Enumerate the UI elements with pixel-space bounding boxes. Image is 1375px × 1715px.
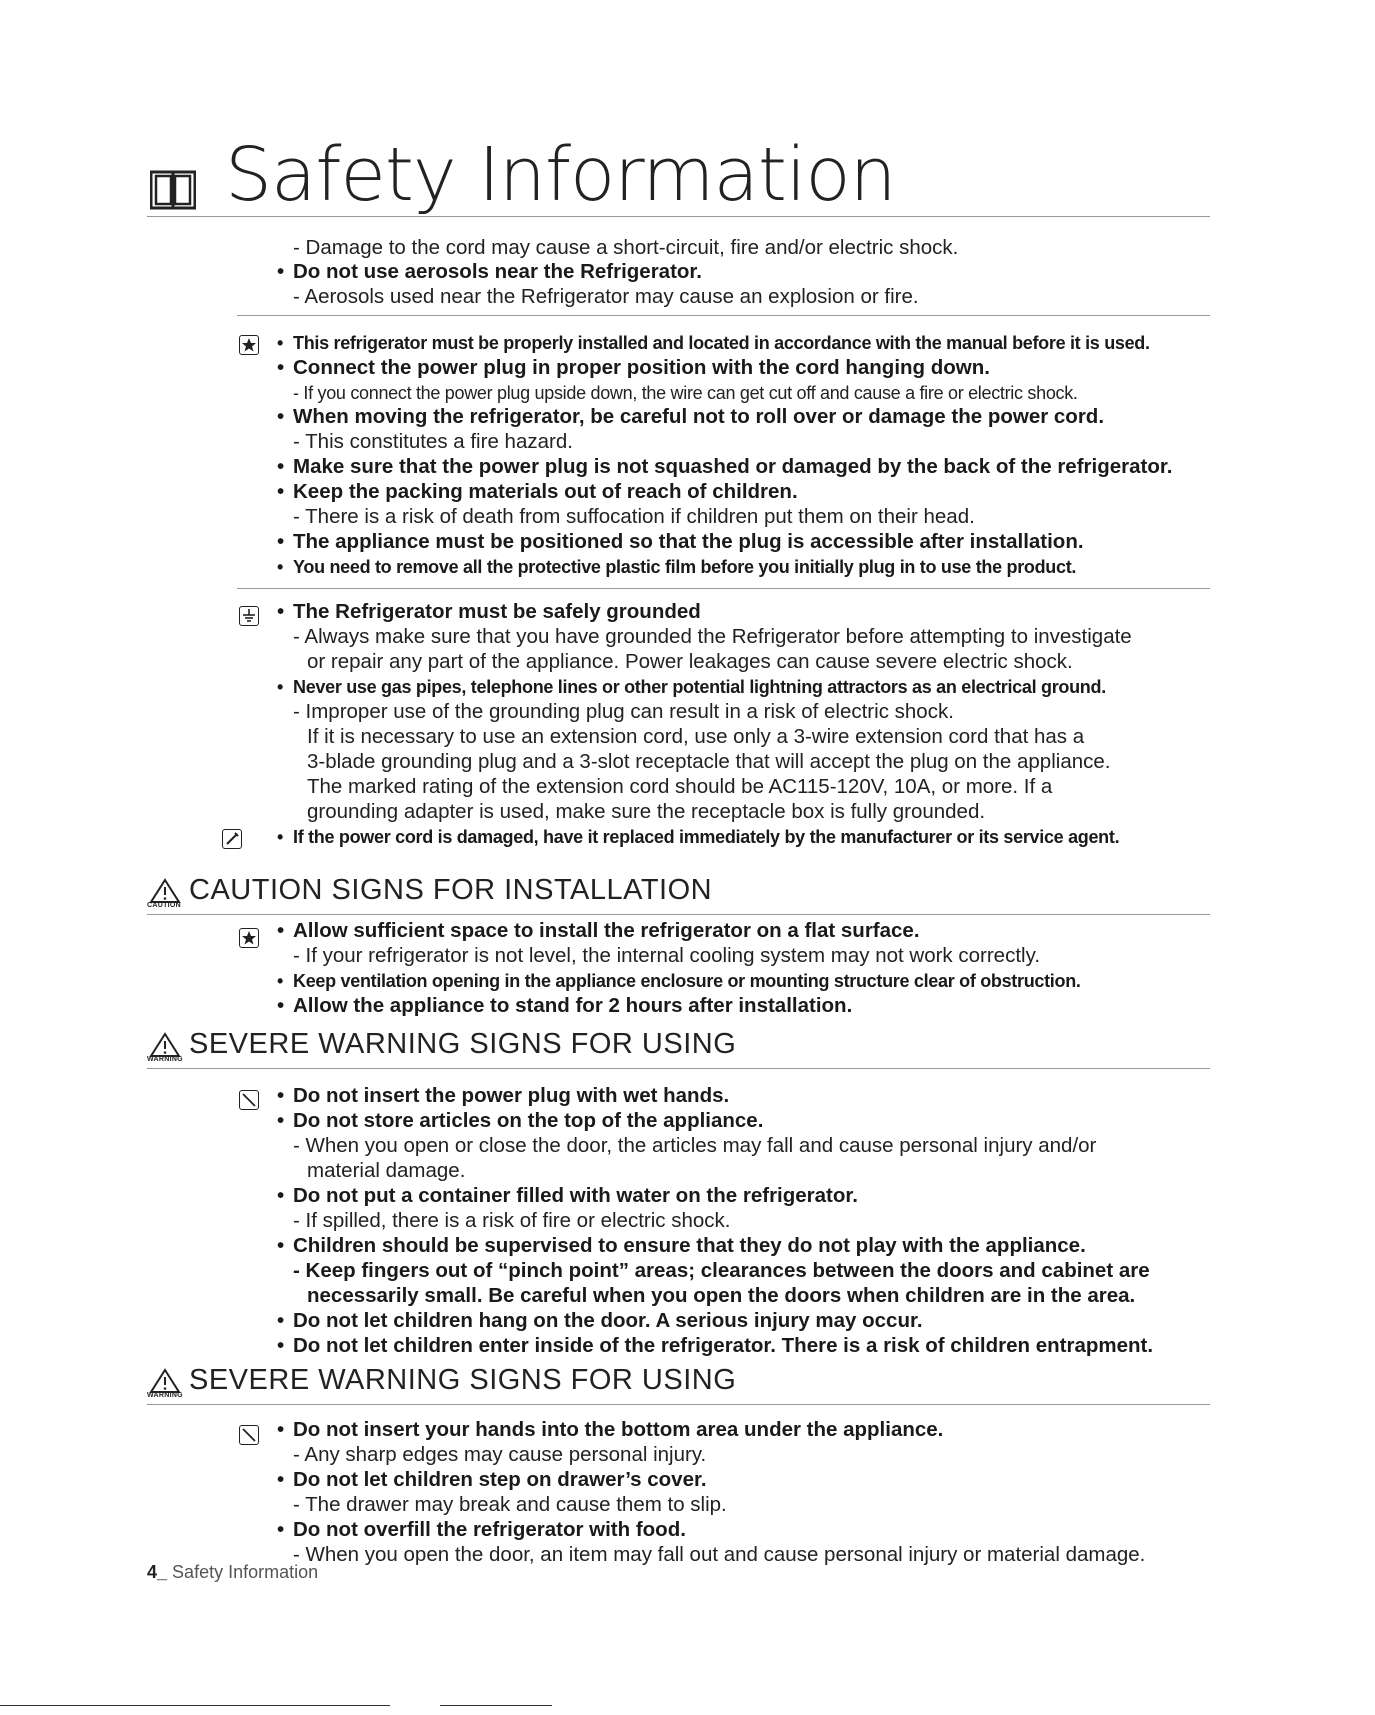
bullet-item: • Do not let children step on drawer’s cover. xyxy=(293,1468,707,1492)
bullet-item: • Do not insert your hands into the bottom area under the appliance. xyxy=(293,1418,943,1442)
page-header xyxy=(147,132,1210,218)
page-title: Safety Information xyxy=(225,132,896,218)
divider xyxy=(237,315,1210,316)
bullet-item: • Do not put a container filled with water on the refrigerator. xyxy=(293,1184,858,1208)
caution-label: CAUTION xyxy=(147,902,181,909)
text-line: - The drawer may break and cause them to slip. xyxy=(293,1493,727,1516)
scan-line xyxy=(0,1705,390,1706)
warning-triangle-icon xyxy=(149,1032,181,1058)
warning-section-header xyxy=(147,1366,1210,1405)
bullet-item: • You need to remove all the protective plastic film before you initially plug in to use the product. xyxy=(293,555,1076,579)
star-note-icon xyxy=(239,335,259,355)
bullet-item: • The Refrigerator must be safely grounded xyxy=(293,600,701,624)
bullet-item: • Children should be supervised to ensure that they do not play with the appliance. xyxy=(293,1234,1086,1258)
text-line: or repair any part of the appliance. Power leakages can cause severe electric shock. xyxy=(307,650,1073,673)
text-line: - Any sharp edges may cause personal injury. xyxy=(293,1443,707,1466)
text-line: - Keep fingers out of “pinch point” areas; clearances between the doors and cabinet are xyxy=(293,1259,1150,1282)
warning-label: WARNING xyxy=(147,1392,183,1399)
caution-section-header xyxy=(147,876,1210,915)
bullet-item: • Do not use aerosols near the Refrigerator. xyxy=(293,260,702,284)
bullet-item: • Keep the packing materials out of reach of children. xyxy=(293,480,798,504)
text-line: If it is necessary to use an extension cord, use only a 3-wire extension cord that has a xyxy=(307,725,1085,748)
warning-section-header xyxy=(147,1030,1210,1069)
section-title: CAUTION SIGNS FOR INSTALLATION xyxy=(189,874,713,906)
bullet-item: • Never use gas pipes, telephone lines or other potential lightning attractors as an electrical ground. xyxy=(293,675,1106,699)
warning-triangle-icon xyxy=(149,1368,181,1394)
text-line: - When you open the door, an item may fall out and cause personal injury or material damage. xyxy=(293,1543,1146,1566)
section-title: SEVERE WARNING SIGNS FOR USING xyxy=(189,1028,737,1060)
divider xyxy=(237,588,1210,589)
text-line: - Improper use of the grounding plug can result in a risk of electric shock. xyxy=(293,700,954,723)
prohibited-icon xyxy=(239,1425,259,1445)
text-line: The marked rating of the extension cord should be AC115-120V, 10A, or more. If a xyxy=(307,775,1053,798)
text-line: 3-blade grounding plug and a 3-slot receptacle that will accept the plug on the appliance. xyxy=(307,750,1111,773)
text-line: necessarily small. Be careful when you open the doors when children are in the area. xyxy=(307,1284,1136,1307)
bullet-item: • Do not overfill the refrigerator with food. xyxy=(293,1518,686,1542)
ground-icon xyxy=(239,606,259,626)
manual-book-icon xyxy=(150,168,196,210)
text-line: - If you connect the power plug upside down, the wire can get cut off and cause a fire or electric shock. xyxy=(293,383,1078,403)
text-line: - When you open or close the door, the articles may fall and cause personal injury and/or xyxy=(293,1134,1097,1157)
bullet-item: • Make sure that the power plug is not squashed or damaged by the back of the refrigerator. xyxy=(293,455,1172,479)
warning-label: WARNING xyxy=(147,1056,183,1063)
bullet-item: • Do not let children hang on the door. A serious injury may occur. xyxy=(293,1309,923,1333)
text-line: - If spilled, there is a risk of fire or electric shock. xyxy=(293,1209,731,1232)
prohibited-icon xyxy=(239,1090,259,1110)
bullet-item: • Connect the power plug in proper position with the cord hanging down. xyxy=(293,356,990,380)
page-number: 4_ xyxy=(147,1562,168,1582)
text-line: - Always make sure that you have grounded the Refrigerator before attempting to investigate xyxy=(293,625,1132,648)
footer-label: Safety Information xyxy=(172,1562,319,1582)
bullet-item: • When moving the refrigerator, be careful not to roll over or damage the power cord. xyxy=(293,405,1104,429)
scan-line xyxy=(440,1705,552,1706)
text-line: material damage. xyxy=(307,1159,466,1182)
text-line: - Aerosols used near the Refrigerator may cause an explosion or fire. xyxy=(293,285,919,308)
text-line: - If your refrigerator is not level, the internal cooling system may not work correctly. xyxy=(293,944,1041,967)
page-footer xyxy=(147,1562,318,1583)
bullet-item: • Keep ventilation opening in the appliance enclosure or mounting structure clear of obstruction. xyxy=(293,969,1081,993)
caution-triangle-icon xyxy=(149,878,181,904)
bullet-item: • The appliance must be positioned so that the plug is accessible after installation. xyxy=(293,530,1084,554)
text-line: grounding adapter is used, make sure the receptacle box is fully grounded. xyxy=(307,800,986,823)
bullet-item: • Do not let children enter inside of the refrigerator. There is a risk of children entrapment. xyxy=(293,1334,1153,1358)
service-agent-icon xyxy=(222,829,242,849)
bullet-item: • Allow sufficient space to install the refrigerator on a flat surface. xyxy=(293,919,920,943)
bullet-item: • Do not store articles on the top of the appliance. xyxy=(293,1109,763,1133)
section-title: SEVERE WARNING SIGNS FOR USING xyxy=(189,1364,737,1396)
bullet-item: • This refrigerator must be properly installed and located in accordance with the manual before it is used. xyxy=(293,331,1150,355)
text-line: - This constitutes a fire hazard. xyxy=(293,430,573,453)
text-line: - Damage to the cord may cause a short-circuit, fire and/or electric shock. xyxy=(293,236,959,259)
bullet-item: • Do not insert the power plug with wet hands. xyxy=(293,1084,729,1108)
bullet-item: • If the power cord is damaged, have it replaced immediately by the manufacturer or its service agent. xyxy=(293,825,1119,849)
bullet-item: • Allow the appliance to stand for 2 hours after installation. xyxy=(293,994,852,1018)
text-line: - There is a risk of death from suffocation if children put them on their head. xyxy=(293,505,975,528)
star-note-icon xyxy=(239,928,259,948)
